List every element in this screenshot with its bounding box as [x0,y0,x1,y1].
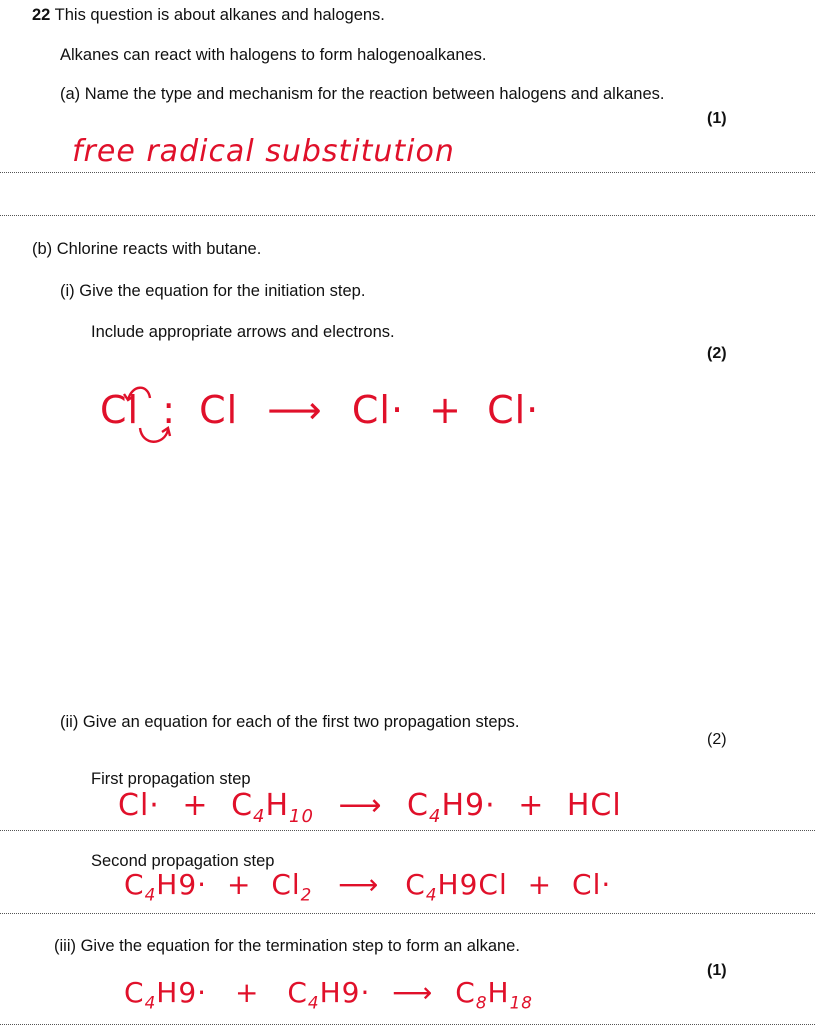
part-b-i-label: (i) [60,282,75,300]
initiation-reactant-right: Cl [199,388,239,432]
initiation-reactant-left: Cl [100,388,140,432]
fp-plus-2: + [518,788,545,823]
part-b-i-instruction: Include appropriate arrows and electrons. [91,323,395,341]
sp-plus-2: + [527,868,553,901]
term-arrow: ⟶ [392,976,434,1009]
question-stem-text: This question is about alkanes and halogens. [54,6,385,24]
part-a-prompt-text: Name the type and mechanism for the reaction between halogens and alkanes. [84,85,665,103]
answer-line-b-ii-2 [0,913,815,914]
first-propagation-label: First propagation step [91,770,251,788]
sp-reactant-1: $C_4H9\cdot$ [124,868,208,905]
term-plus: + [234,976,260,1009]
answer-line-a2 [0,215,815,216]
part-b-iii-prompt [54,937,520,956]
fp-product-1: $C_4H9\cdot$ [407,788,496,827]
second-propagation-label: Second propagation step [91,852,275,870]
part-b-ii-marks: (2) [707,731,727,748]
part-b-ii-prompt [60,713,520,732]
sp-reactant-2: $Cl_2$ [271,868,313,905]
term-product: $C_8H_{18}$ [455,976,533,1013]
part-b-prompt-text: Chlorine reacts with butane. [56,240,262,258]
part-a-prompt [60,85,664,104]
part-b-iii-label: (iii) [54,937,76,955]
initiation-product-1: Cl· [351,388,405,432]
term-reactant-1: $C_4H9\cdot$ [124,976,208,1013]
fp-arrow: ⟶ [338,788,383,823]
part-b-i-prompt-text: Give the equation for the initiation step. [79,282,366,300]
first-propagation-equation [118,788,622,827]
fp-plus-1: + [182,788,209,823]
answer-line-b-iii [0,1024,815,1025]
part-b-ii-prompt-text: Give an equation for each of the first two propagation steps. [82,713,520,731]
part-a-answer: free radical substitution [72,134,455,169]
sp-product-1: $C_4H9Cl$ [405,868,508,905]
initiation-bond-electrons: : [162,388,176,432]
question-intro: Alkanes can react with halogens to form halogenoalkanes. [60,46,487,64]
part-b-i-prompt [60,282,365,301]
part-b-iii-prompt-text: Give the equation for the termination step to form an alkane. [80,937,520,955]
part-b-prompt [32,240,261,259]
fp-reactant-2: $C_4H_{10}$ [231,788,314,827]
part-a-label: (a) [60,85,81,103]
answer-line-a1 [0,172,815,173]
part-b-label: (b) [32,240,53,258]
second-propagation-equation [124,868,611,905]
sp-product-2: Cl· [572,868,612,901]
curly-arrows-icon [110,380,180,450]
fp-product-2: HCl [566,788,622,823]
term-reactant-2: $C_4H9\cdot$ [287,976,371,1013]
part-b-ii-label: (ii) [60,713,79,731]
fp-reactant-1: Cl· [118,788,160,823]
initiation-product-2: Cl· [487,388,540,432]
question-stem [32,6,385,25]
termination-equation [124,976,533,1013]
part-a-marks: (1) [707,110,727,127]
sp-arrow: ⟶ [338,868,380,901]
initiation-arrow: ⟶ [267,388,323,432]
answer-line-b-ii-1 [0,830,815,831]
initiation-plus: + [429,388,462,432]
part-b-iii-marks: (1) [707,962,727,979]
question-number: 22 [32,6,51,24]
sp-plus-1: + [226,868,252,901]
part-b-i-marks: (2) [707,345,727,362]
